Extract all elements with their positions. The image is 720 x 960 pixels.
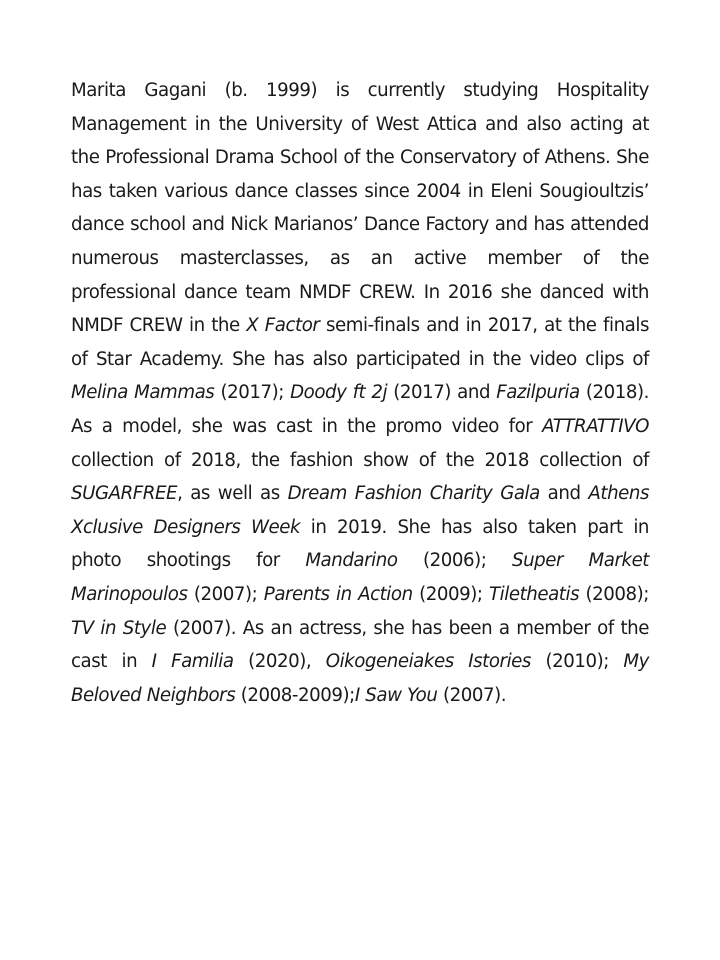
text-run: semi-finals and in 2017, at the finals of Star Academy. She has also participated in the video clips of <box>71 315 650 370</box>
text-run: in 2019. She has also taken part in photo shootings for <box>71 516 650 572</box>
italic-title: Parents in Action <box>263 583 413 605</box>
text-run: (2009); <box>412 583 489 605</box>
italic-title: X Factor <box>246 315 320 337</box>
italic-title: Tiletheatis <box>488 583 580 605</box>
text-run: (2020), <box>233 651 326 673</box>
italic-title: TV in Style <box>71 617 167 639</box>
italic-title: Melina Mammas <box>71 382 215 404</box>
text-run: (2007). <box>437 684 507 706</box>
italic-title: Fazilpuria <box>496 382 580 404</box>
italic-title: Oikogeneiakes Istories <box>325 651 531 673</box>
text-run: (2008-2009); <box>235 684 355 706</box>
text-run: (2008); <box>579 583 649 605</box>
italic-title: Super Market Marinopoulos <box>71 550 649 605</box>
text-run: (2017); <box>214 382 291 404</box>
italic-title: I Familia <box>151 651 234 673</box>
text-run: Marita Gagani (b. 1999) is currently studying Hospitality Management in the University of West Attica and also acting at the Professional Drama School of the Conservatory of Athens. She has taken various dance classes since 2004 in Eleni Sougioultzis’ dance school and Nick Marianos’ Dance Factory and has attended numerous masterclasses, as an active member of the professional dance team NMDF CREW. In 2016 she danced with NMDF CREW in the <box>71 80 649 337</box>
text-run: (2010); <box>530 651 624 673</box>
italic-title: My Beloved Neighbors <box>71 651 649 706</box>
text-run: (2007). As an actress, she has been a member of the cast in <box>71 617 650 673</box>
italic-title: SUGARFREE <box>71 483 178 505</box>
text-run: (2018). As a model, she was cast in the promo video for <box>71 382 649 437</box>
biography-paragraph <box>71 74 649 712</box>
text-run: (2017) and <box>387 382 497 404</box>
italic-title: Athens Xclusive Designers Week <box>71 483 649 538</box>
text-run: , as well as <box>177 483 288 505</box>
italic-title: Doody ft 2j <box>290 382 388 404</box>
text-run: (2007); <box>187 583 264 605</box>
text-run: and <box>539 483 589 505</box>
italic-title: I Saw You <box>354 684 438 706</box>
italic-title: Mandarino <box>305 550 398 572</box>
text-run: (2006); <box>397 550 512 572</box>
italic-title: ATTRATTIVO <box>542 415 649 437</box>
text-run: collection of 2018, the fashion show of the 2018 collection of <box>71 449 649 471</box>
italic-title: Dream Fashion Charity Gala <box>287 483 540 505</box>
